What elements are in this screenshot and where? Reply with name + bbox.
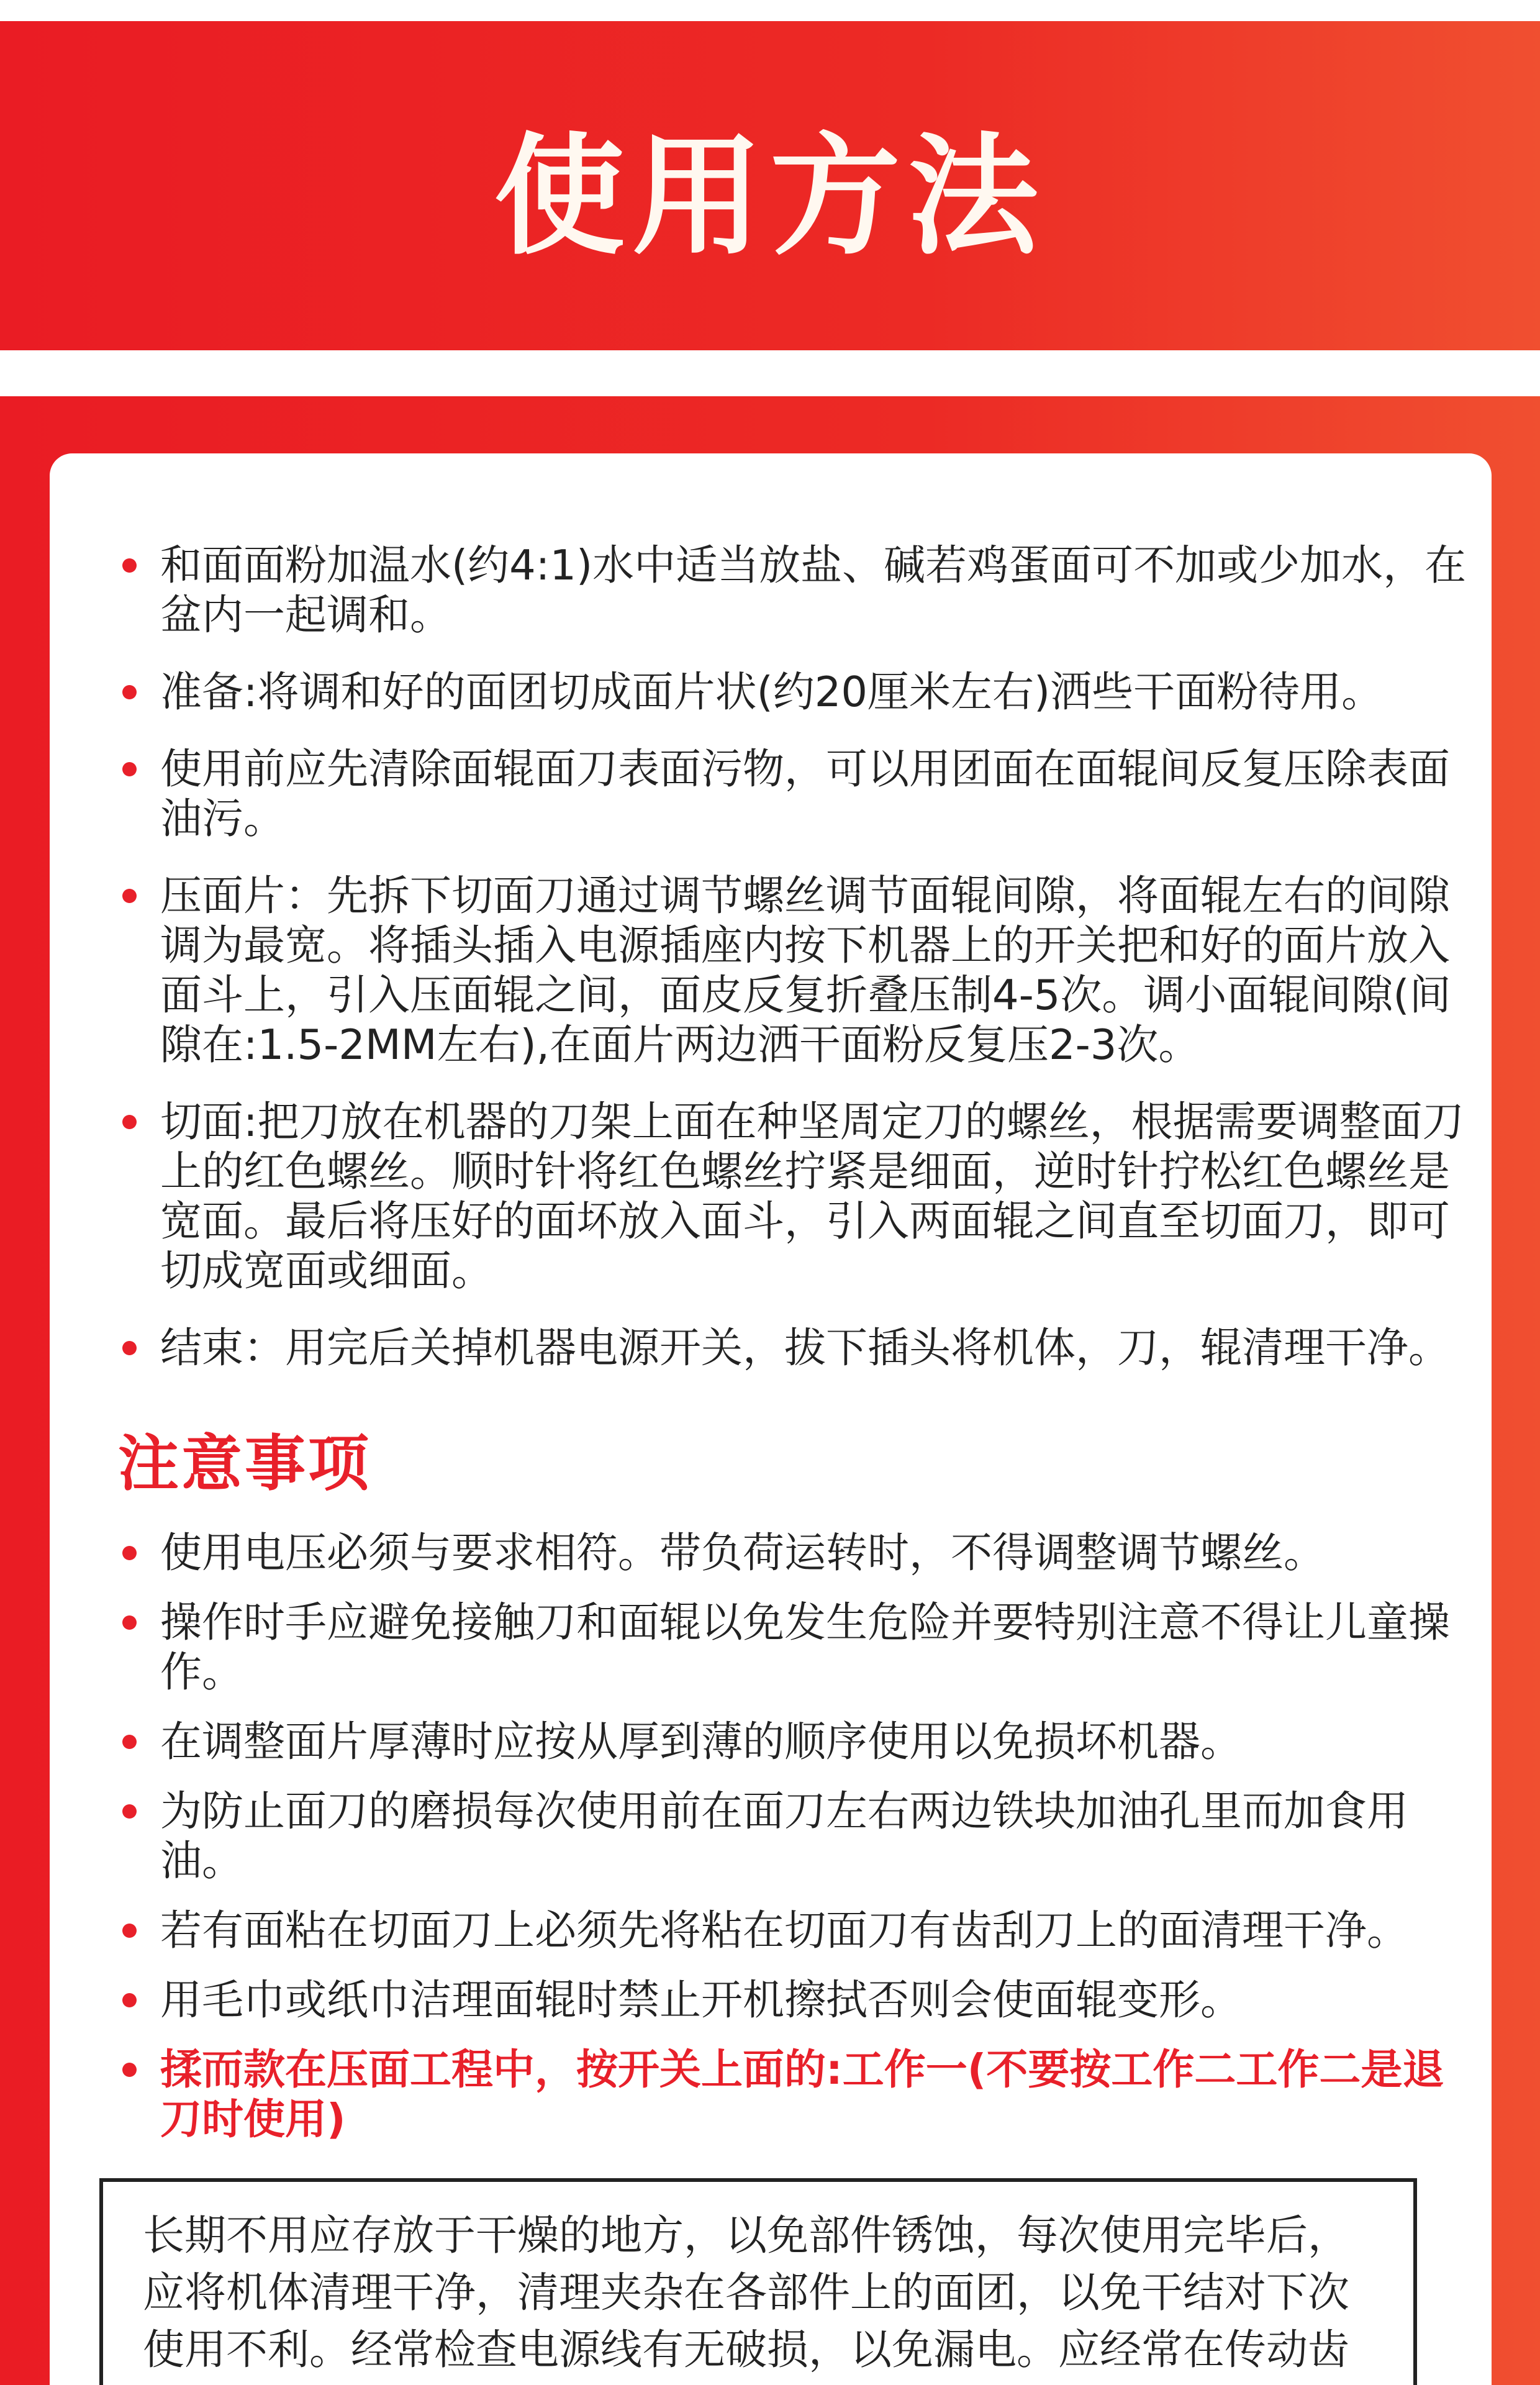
bullet-icon [122,1993,137,2007]
notice-heading: 注意事项 [118,1428,372,1499]
notice-item-voltage [50,1528,1492,1578]
usage-item-text: 压面片：先拆下切面刀通过调节螺丝调节面辊间隙，将面辊左右的间隙调为最宽。将插头插入电源插座内按下机器上的开关把和好的面片放入面斗上，引入压面辊之间，面皮反复折叠压制4-5次。调小面辊间隙(间隙在:1.5-2MM左右),在面片两边洒干面粉反复压2-3次。 [160,871,1451,1069]
page-title: 使用方法 [494,120,1046,273]
usage-item-cutting [50,1097,1492,1296]
notice-item-switch-warning [50,2045,1492,2144]
notice-item-hand-safety [50,1597,1492,1697]
instructions-card [50,453,1492,2385]
bullet-icon [122,558,137,573]
usage-item-prepare [50,667,1492,717]
bullet-icon [122,1615,137,1630]
storage-note-box [99,2178,1417,2385]
header-banner [0,21,1540,350]
bullet-icon [122,889,137,903]
usage-item-text: 准备:将调和好的面团切成面片状(约20厘米左右)洒些干面粉待用。 [160,668,1384,716]
usage-item-text: 切面:把刀放在机器的刀架上面在种坚周定刀的螺丝，根据需要调整面刀上的红色螺丝。顺时针将红色螺丝拧紧是细面，逆时针拧松红色螺丝是宽面。最后将压好的面坏放入面斗，引入两面辊之间直至切面刀，即可切成宽面或细面。 [160,1097,1464,1295]
usage-item-text: 结束：用完后关掉机器电源开关，拔下插头将机体，刀，辊清理干净。 [160,1324,1450,1372]
notice-item-text: 为防止面刀的磨损每次使用前在面刀左右两边铁块加油孔里而加食用油。 [160,1787,1408,1885]
bullet-icon [122,1341,137,1355]
usage-list [50,540,1492,1400]
usage-item-finish [50,1323,1492,1373]
bullet-icon [122,685,137,699]
usage-item-clean-before-use [50,744,1492,843]
bullet-icon [122,1546,137,1560]
usage-item-press-sheet [50,871,1492,1070]
bullet-icon [122,1735,137,1749]
notice-item-text: 若有面粘在切面刀上必须先将粘在切面刀有齿刮刀上的面清理干净。 [160,1906,1408,1955]
bullet-icon [122,762,137,776]
notice-item-roller-wipe [50,1975,1492,2025]
notice-item-text: 操作时手应避免接触刀和面辊以免发生危险并要特别注意不得让儿童操作。 [160,1598,1450,1696]
notice-item-oil [50,1786,1492,1886]
notice-item-text: 用毛巾或纸巾洁理面辊时禁止开机擦拭否则会使面辊变形。 [160,1976,1242,2024]
notice-item-text: 在调整面片厚薄时应按从厚到薄的顺序使用以免损坏机器。 [160,1717,1242,1766]
bullet-icon [122,1115,137,1129]
bullet-icon [122,1804,137,1819]
notice-item-thickness-order [50,1717,1492,1766]
bullet-icon [122,1924,137,1938]
notice-alert-text: 揉而款在压面工程中，按开关上面的:工作一(不要按工作二工作二是退刀时使用) [160,2045,1444,2143]
bullet-icon [122,2063,137,2077]
notice-list [50,1528,1492,2164]
notice-item-clean-blade [50,1906,1492,1955]
notice-item-text: 使用电压必须与要求相符。带负荷运转时，不得调整调节螺丝。 [160,1529,1325,1577]
usage-item-text: 和面面粉加温水(约4:1)水中适当放盐、碱若鸡蛋面可不加或少加水，在盆内一起调和。 [160,541,1467,639]
usage-item-text: 使用前应先清除面辊面刀表面污物，可以用团面在面辊间反复压除表面油污。 [160,745,1450,843]
usage-item-mixing [50,540,1492,640]
storage-note-text: 长期不用应存放于干燥的地方，以免部件锈蚀，每次使用完毕后，应将机体清理干净，清理夹杂在各部件上的面团，以免干结对下次使用不利。经常检查电源线有无破损，以免漏电。应经常在传动齿 [143,2211,1349,2374]
